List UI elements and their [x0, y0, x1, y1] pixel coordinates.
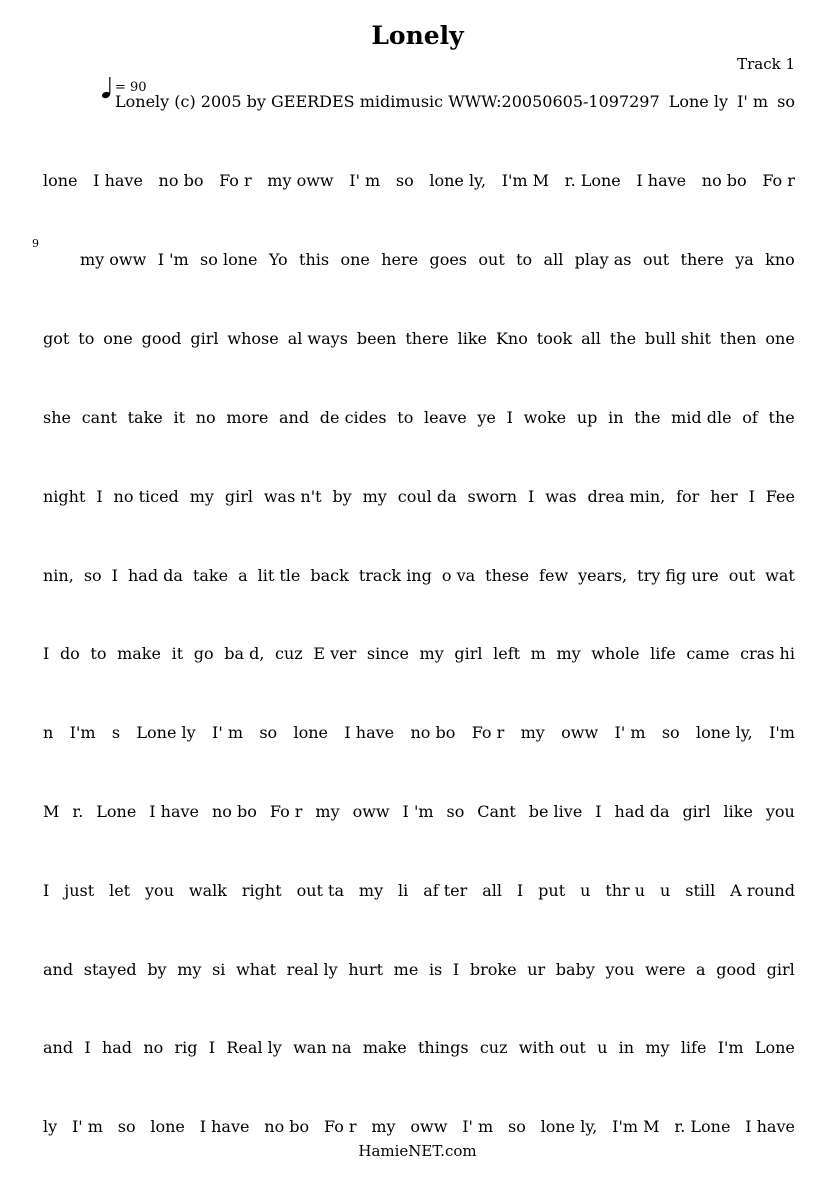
tempo-value: = 90: [115, 80, 147, 95]
lyric-syllable: her: [710, 487, 738, 506]
lyric-syllable: ba d,: [224, 644, 265, 663]
lyric-syllable: A round: [730, 881, 795, 900]
lyric-syllable: kno: [765, 250, 795, 269]
lyric-syllable: let: [109, 881, 131, 900]
lyric-syllable: by: [147, 960, 167, 979]
lyric-syllable: these: [485, 566, 530, 585]
lyric-line: [43, 802, 795, 826]
lyric-syllable: got: [43, 329, 70, 348]
lyric-line: [43, 1117, 795, 1141]
lyric-syllable: like: [457, 329, 487, 348]
lyric-syllable: I have: [93, 171, 143, 190]
lyric-syllable: I: [595, 802, 602, 821]
lyric-syllable: nin,: [43, 566, 74, 585]
lyric-syllable: one: [103, 329, 133, 348]
lyric-syllable: take: [127, 408, 163, 427]
lyric-syllable: girl: [766, 960, 795, 979]
lyric-line: [43, 487, 795, 511]
lyric-syllable: n: [43, 723, 54, 742]
lyric-syllable: oww: [561, 723, 599, 742]
lyric-syllable: Fo r: [323, 1117, 357, 1136]
lyric-syllable: play as: [574, 250, 632, 269]
lyric-syllable: I' m: [212, 723, 243, 742]
lyric-syllable: wat: [765, 566, 795, 585]
lyric-line: [43, 723, 795, 747]
lyric-syllable: more: [226, 408, 269, 427]
lyric-syllable: Lone ly: [136, 723, 196, 742]
lyric-syllable: I: [43, 881, 50, 900]
lyric-syllable: the: [768, 408, 795, 427]
lyric-syllable: in: [608, 408, 624, 427]
lyric-syllable: do: [59, 644, 80, 663]
lyric-syllable: m: [530, 644, 546, 663]
lyric-syllable: I have: [636, 171, 687, 190]
lyric-syllable: my oww: [80, 250, 147, 269]
lyric-syllable: still: [685, 881, 716, 900]
lyric-syllable: Fo r: [269, 802, 303, 821]
lyric-syllable: de cides: [319, 408, 387, 427]
lyric-syllable: came: [686, 644, 730, 663]
lyric-syllable: cuz: [275, 644, 303, 663]
lyric-syllable: had da: [127, 566, 183, 585]
lyric-syllable: my: [645, 1038, 670, 1057]
lyric-line: [115, 92, 795, 116]
lyric-syllable: s: [111, 723, 121, 742]
lyric-syllable: so lone: [200, 250, 258, 269]
lyric-syllable: life: [680, 1038, 707, 1057]
lyric-syllable: took: [536, 329, 573, 348]
lyric-syllable: af ter: [423, 881, 468, 900]
lyric-syllable: r. Lone: [564, 171, 621, 190]
lyric-syllable: I'm M: [501, 171, 550, 190]
lyric-syllable: Fee: [765, 487, 795, 506]
lyric-syllable: so: [395, 171, 414, 190]
track-label: Track 1: [737, 55, 795, 73]
lyric-syllable: u: [597, 1038, 608, 1057]
lyric-syllable: then: [719, 329, 757, 348]
lyric-syllable: left: [493, 644, 521, 663]
lyric-syllable: so: [446, 802, 465, 821]
lyric-syllable: I: [527, 487, 535, 506]
lyric-syllable: all: [581, 329, 601, 348]
lyric-syllable: take: [192, 566, 229, 585]
lyric-syllable: u: [660, 881, 671, 900]
lyric-syllable: I have: [149, 802, 200, 821]
lyric-syllable: is: [428, 960, 443, 979]
lyric-syllable: and: [43, 1038, 74, 1057]
lyric-syllable: Lonely (c) 2005 by GEERDES midimusic WWW:20050605-1097297: [115, 92, 660, 111]
lyric-syllable: I have: [199, 1117, 250, 1136]
lyric-line: [43, 644, 795, 668]
lyric-syllable: Fo r: [219, 171, 252, 190]
lyric-syllable: so: [777, 92, 795, 111]
lyric-syllable: li: [398, 881, 409, 900]
lyric-syllable: sworn: [467, 487, 518, 506]
lyric-syllable: right: [241, 881, 282, 900]
lyric-syllable: walk: [188, 881, 227, 900]
lyric-syllable: you: [145, 881, 174, 900]
lyric-syllable: here: [381, 250, 419, 269]
lyric-syllable: so: [661, 723, 680, 742]
lyric-syllable: real ly: [286, 960, 338, 979]
lyric-syllable: the: [634, 408, 661, 427]
lyric-syllable: si: [212, 960, 226, 979]
lyric-syllable: make: [117, 644, 161, 663]
lyric-syllable: Kno: [495, 329, 528, 348]
measure-number: 9: [32, 237, 39, 250]
lyric-line: [43, 171, 795, 195]
lyric-syllable: cras hi: [740, 644, 795, 663]
lyric-syllable: so: [507, 1117, 526, 1136]
lyric-syllable: try fig ure: [637, 566, 719, 585]
lyric-syllable: no ticed: [113, 487, 179, 506]
lyric-syllable: I' m: [737, 92, 769, 111]
lyric-syllable: girl: [224, 487, 253, 506]
lyric-syllable: all: [482, 881, 502, 900]
lyric-syllable: I: [452, 960, 460, 979]
lyric-syllable: had: [101, 1038, 133, 1057]
lyric-syllable: my oww: [267, 171, 334, 190]
lyric-syllable: M: [43, 802, 60, 821]
lyric-line: [43, 408, 795, 432]
lyric-syllable: no: [195, 408, 216, 427]
lyric-syllable: one: [340, 250, 370, 269]
lyric-syllable: thr u: [605, 881, 646, 900]
lyric-syllable: out: [642, 250, 670, 269]
lyric-syllable: life: [650, 644, 676, 663]
lyric-syllable: to: [78, 329, 95, 348]
lyric-syllable: coul da: [397, 487, 457, 506]
lyric-syllable: Lone: [754, 1038, 795, 1057]
lyric-syllable: since: [366, 644, 409, 663]
lyric-syllable: make: [362, 1038, 407, 1057]
lyric-syllable: lone ly,: [696, 723, 753, 742]
lyric-syllable: Lone: [96, 802, 137, 821]
lyric-syllable: cuz: [479, 1038, 508, 1057]
lyric-syllable: and: [278, 408, 310, 427]
lyric-syllable: were: [645, 960, 686, 979]
lyric-syllable: the: [609, 329, 637, 348]
lyric-syllable: like: [723, 802, 753, 821]
lyric-syllable: oww: [352, 802, 390, 821]
page-title: Lonely: [371, 21, 464, 50]
lyric-line: [43, 881, 795, 905]
lyric-syllable: go: [193, 644, 214, 663]
lyric-syllable: so: [259, 723, 278, 742]
lyric-line: [43, 960, 795, 984]
lyric-syllable: I have: [344, 723, 395, 742]
lyric-syllable: and: [43, 960, 74, 979]
lyric-syllable: rig: [174, 1038, 198, 1057]
lyric-syllable: of: [742, 408, 758, 427]
lyric-syllable: so: [117, 1117, 136, 1136]
lyric-syllable: leave: [424, 408, 467, 427]
lyric-syllable: no bo: [410, 723, 456, 742]
lyric-syllable: my: [358, 881, 384, 900]
lyric-syllable: to: [90, 644, 107, 663]
lyric-syllable: to: [397, 408, 414, 427]
lyric-syllable: ly: [43, 1117, 58, 1136]
lyric-syllable: back: [310, 566, 349, 585]
lyric-syllable: all: [543, 250, 564, 269]
lyric-syllable: by: [332, 487, 352, 506]
lyric-syllable: u: [580, 881, 591, 900]
lyric-syllable: no: [143, 1038, 164, 1057]
lyric-syllable: you: [605, 960, 635, 979]
lyric-syllable: I: [748, 487, 755, 506]
lyric-syllable: what: [236, 960, 277, 979]
lyric-syllable: was n't: [263, 487, 322, 506]
lyric-syllable: baby: [555, 960, 595, 979]
lyric-syllable: I'm: [717, 1038, 744, 1057]
lyric-syllable: girl: [454, 644, 483, 663]
lyric-syllable: woke: [523, 408, 567, 427]
footer-credit: HamieNET.com: [358, 1142, 477, 1160]
lyric-syllable: I'm: [69, 723, 96, 742]
lyric-syllable: E ver: [313, 644, 357, 663]
lyric-syllable: there: [405, 329, 449, 348]
lyric-syllable: had da: [614, 802, 670, 821]
lyric-syllable: track ing: [358, 566, 432, 585]
lyric-syllable: r.: [72, 802, 84, 821]
lyric-syllable: was: [545, 487, 577, 506]
lyric-syllable: I: [516, 881, 524, 900]
lyric-syllable: r. Lone: [674, 1117, 731, 1136]
lyric-syllable: no bo: [211, 802, 257, 821]
lyric-syllable: so: [83, 566, 102, 585]
lyric-syllable: with out: [518, 1038, 586, 1057]
lyric-syllable: ya: [735, 250, 754, 269]
lyric-syllable: I' m: [349, 171, 381, 190]
lyric-syllable: she: [43, 408, 71, 427]
lyric-syllable: out: [478, 250, 505, 269]
lyric-syllable: up: [576, 408, 598, 427]
lyric-syllable: I 'm: [157, 250, 189, 269]
lyric-syllable: lone ly,: [540, 1117, 598, 1136]
lyric-syllable: no bo: [701, 171, 747, 190]
lyric-syllable: be live: [528, 802, 583, 821]
lyric-syllable: I' m: [71, 1117, 103, 1136]
lyric-syllable: stayed: [83, 960, 137, 979]
lyric-syllable: my: [556, 644, 581, 663]
lyric-syllable: oww: [410, 1117, 448, 1136]
lyric-syllable: I: [111, 566, 118, 585]
lyric-syllable: one: [765, 329, 795, 348]
lyric-syllable: out: [728, 566, 756, 585]
lyric-syllable: lone: [43, 171, 78, 190]
lyric-syllable: for: [676, 487, 700, 506]
lyric-syllable: my: [189, 487, 214, 506]
lyric-syllable: you: [765, 802, 795, 821]
lyric-syllable: broke: [469, 960, 517, 979]
lyric-syllable: been: [356, 329, 397, 348]
lyric-syllable: a: [238, 566, 248, 585]
lyric-syllable: years,: [578, 566, 628, 585]
lyric-syllable: night: [43, 487, 86, 506]
lyric-syllable: I have: [745, 1117, 795, 1136]
lyric-syllable: Lone ly: [668, 92, 729, 111]
lyric-line: [80, 250, 795, 274]
lyric-syllable: me: [393, 960, 419, 979]
lyric-syllable: a: [696, 960, 706, 979]
lyric-syllable: cant: [81, 408, 117, 427]
lyric-syllable: Cant: [477, 802, 516, 821]
lyric-syllable: I: [208, 1038, 216, 1057]
lyric-syllable: whole: [591, 644, 640, 663]
lyric-syllable: it: [173, 408, 186, 427]
lyric-syllable: put: [538, 881, 566, 900]
lyric-syllable: I: [506, 408, 513, 427]
lyric-syllable: just: [64, 881, 95, 900]
lyric-syllable: Yo: [268, 250, 288, 269]
lyric-syllable: good: [716, 960, 756, 979]
lyric-syllable: girl: [190, 329, 219, 348]
lyric-syllable: out ta: [296, 881, 344, 900]
lyric-syllable: hurt: [348, 960, 384, 979]
lyric-syllable: no bo: [158, 171, 204, 190]
lyric-syllable: girl: [682, 802, 711, 821]
lyric-syllable: my: [419, 644, 444, 663]
lyric-syllable: things: [417, 1038, 469, 1057]
lyric-syllable: I 'm: [402, 802, 434, 821]
lyric-syllable: to: [516, 250, 533, 269]
lyric-syllable: Real ly: [226, 1038, 282, 1057]
lyric-syllable: my: [371, 1117, 396, 1136]
lyric-syllable: no bo: [264, 1117, 310, 1136]
lyric-syllable: whose: [227, 329, 279, 348]
lyric-syllable: it: [171, 644, 184, 663]
lyric-line: [43, 566, 795, 590]
lyric-syllable: my: [177, 960, 202, 979]
lyric-syllable: lone: [150, 1117, 185, 1136]
lyric-syllable: my: [315, 802, 340, 821]
lyric-syllable: I'm M: [612, 1117, 660, 1136]
lyric-syllable: this: [299, 250, 330, 269]
lyric-syllable: ur: [527, 960, 546, 979]
lyric-syllable: I: [84, 1038, 91, 1057]
lyric-syllable: lone: [293, 723, 329, 742]
lyric-syllable: lit tle: [257, 566, 301, 585]
lyric-syllable: mid dle: [671, 408, 732, 427]
lyric-syllable: in: [618, 1038, 635, 1057]
lyric-syllable: my: [362, 487, 387, 506]
lyric-syllable: few: [539, 566, 569, 585]
lyric-syllable: my: [520, 723, 545, 742]
lyric-line: [43, 1038, 795, 1062]
lyric-syllable: drea min,: [587, 487, 666, 506]
lyric-syllable: ye: [477, 408, 496, 427]
lyric-syllable: there: [680, 250, 724, 269]
lyric-syllable: bull shit: [645, 329, 711, 348]
lyric-syllable: good: [141, 329, 182, 348]
lyric-syllable: I: [96, 487, 103, 506]
lyric-syllable: al ways: [287, 329, 348, 348]
lyric-syllable: goes: [429, 250, 468, 269]
lyric-syllable: wan na: [293, 1038, 352, 1057]
quarter-note-icon: [101, 76, 113, 100]
lyric-syllable: Fo r: [471, 723, 505, 742]
lyric-syllable: lone ly,: [429, 171, 487, 190]
lyric-syllable: I' m: [614, 723, 646, 742]
lyric-syllable: I: [43, 644, 50, 663]
lyric-syllable: I'm: [769, 723, 795, 742]
lyric-syllable: Fo r: [762, 171, 795, 190]
lyric-line: [43, 329, 795, 353]
lyric-syllable: I' m: [462, 1117, 494, 1136]
lyric-syllable: o va: [441, 566, 476, 585]
